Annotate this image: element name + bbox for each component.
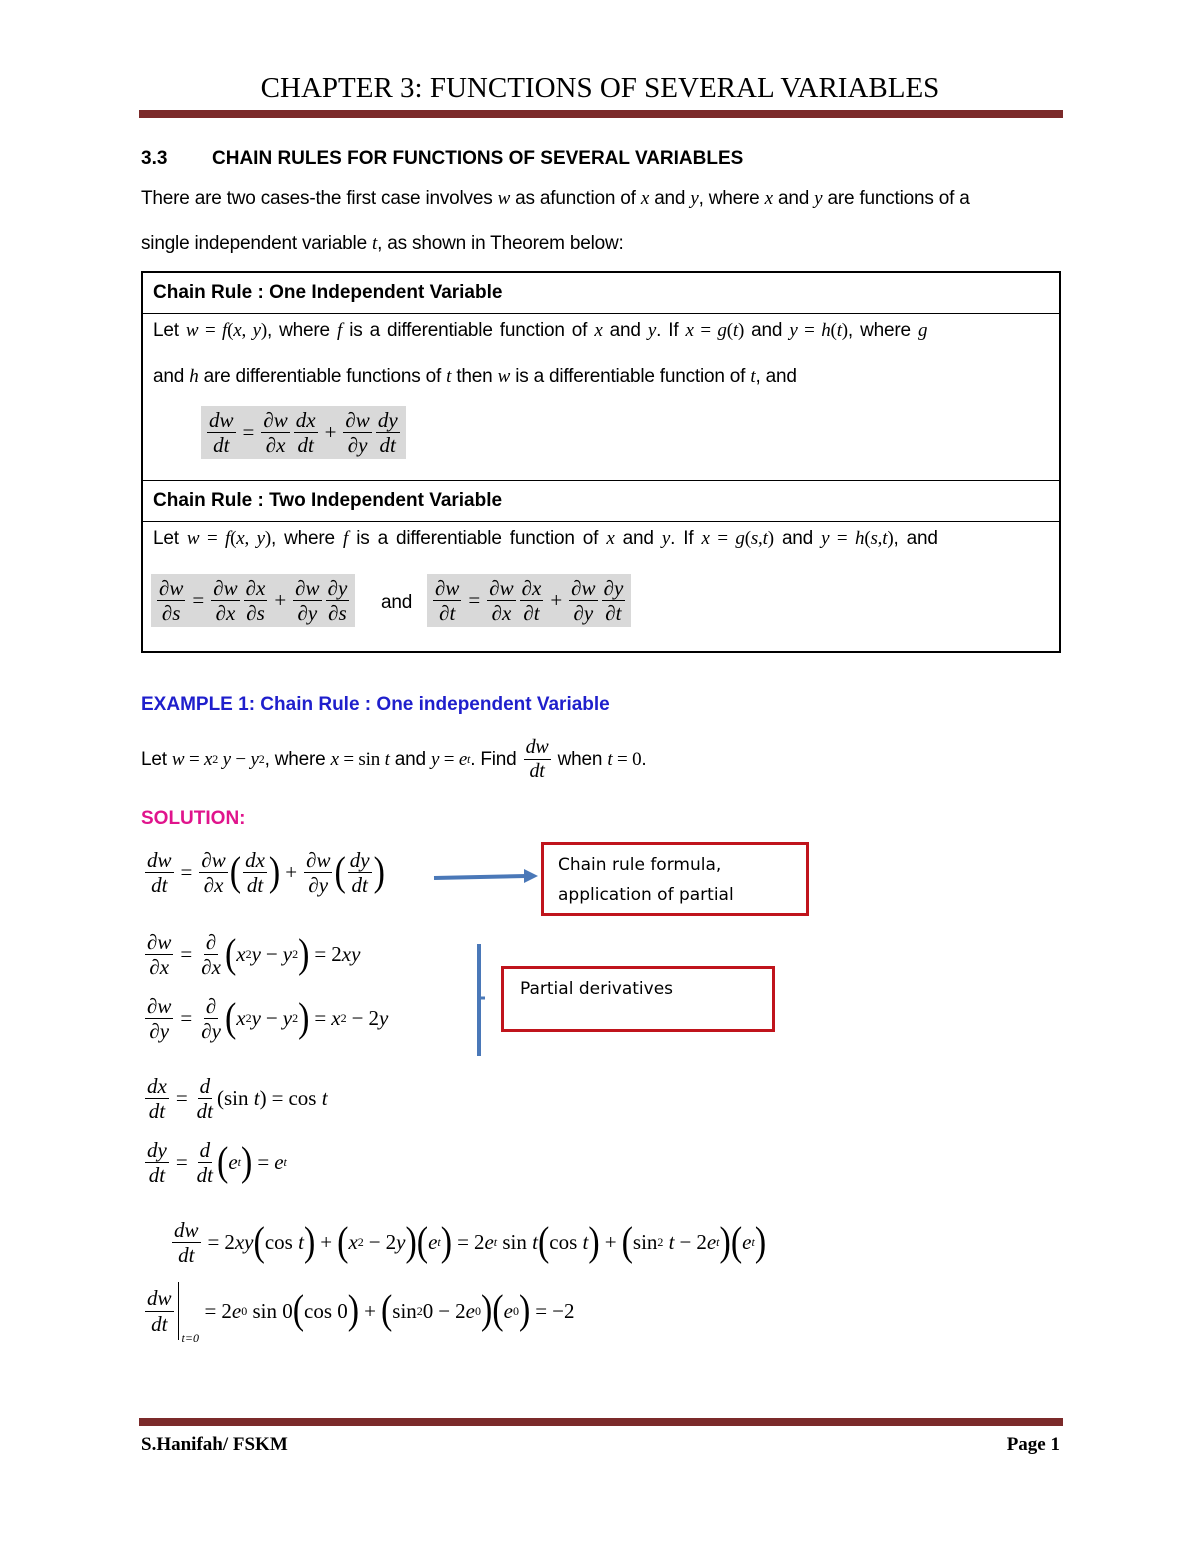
annotation-box-chain-rule-line-1: Chain rule formula, [558,855,722,875]
theorem-one-line-2: and h are differentiable functions of t then w is a differentiable function of t, and [153,366,797,387]
footer-rule [139,1418,1063,1426]
section-number: 3.3 [141,148,168,169]
intro-line-1: There are two cases-the first case involves w as afunction of x and y, where x and y are functions of a [141,188,970,209]
chapter-title: CHAPTER 3: FUNCTIONS OF SEVERAL VARIABLES [260,72,940,104]
arrow-right-icon [432,866,540,890]
intro-line-2: single independent variable t, as shown in Theorem below: [141,233,624,254]
formula-dw-dt: $\frac{dw}{dt}$ = $\frac{\partial w}{\partial x}$ $\frac{dx}{dt}$ + $\frac{\partial w}{\partial y}$ $\frac{dy}{dt}$ [201,406,406,459]
header-rule [139,110,1063,118]
formula-dw-ds: $\frac{\partial w}{\partial s}$ = $\frac{\partial w}{\partial x}$ $\frac{\partial x}{\partial s}$ + $\frac{\partial w}{\partial y}$ $\frac{\partial y}{\partial s}$ [151,574,355,627]
theorem-two-heading: Chain Rule : Two Independent Variable [143,481,1059,522]
footer-author: S.Hanifah/ FSKM [141,1434,288,1455]
solution-step-dxdt: $\frac{dx}{dt}$ = $\frac{d}{dt}$ (sin t ) = cos t [147,1074,328,1124]
solution-step-dydt: $\frac{dy}{dt}$ = $\frac{d}{dt}$ ( e t ) = e t [147,1138,287,1188]
theorem-box [141,271,1061,653]
theorem-two-body [143,522,1059,648]
section-title: CHAIN RULES FOR FUNCTIONS OF SEVERAL VARIABLES [212,148,744,169]
theorem-one-body [143,314,1059,481]
annotation-box-partial-derivatives: Partial derivatives [501,966,775,1032]
bracket-icon [470,942,490,1058]
example-statement: Let w = x 2 y − y 2 , where x = sin t and y = e t . Find $\frac{dw}{dt}$ when t = 0 . [141,736,647,782]
solution-step-chain: $\frac{dw}{dt}$ = $\frac{\partial w}{\partial x}$ ( $\frac{dx}{dt}$ ) + $\frac{\partial w}{\partial y}$ ( $\frac{dy}{dt}$ ) [147,848,385,898]
solution-label: SOLUTION: [141,808,246,829]
solution-step-dwdx: $\frac{\partial w}{\partial x}$ = $\frac{\partial}{\partial x}$ ( x 2 y − y 2 ) = 2 xy [147,930,361,980]
solution-step-dwdy: $\frac{\partial w}{\partial y}$ = $\frac{\partial}{\partial y}$ ( x 2 y − y 2 ) = x 2 − 2 y [147,994,389,1044]
example-title: EXAMPLE 1: Chain Rule : One independent Variable [141,694,610,715]
footer-page-number: Page 1 [1006,1434,1060,1455]
theorem-one-heading: Chain Rule : One Independent Variable [143,273,1059,314]
theorem-two-line-1: Let w = f(x, y), where f is a differentiable function of x and y. If x = g(s,t) and y = h(s,t), and [153,528,938,549]
formula-dw-dt-partial: $\frac{\partial w}{\partial t}$ = $\frac{\partial w}{\partial x}$ $\frac{\partial x}{\partial t}$ + $\frac{\partial w}{\partial y}$ $\frac{\partial y}{\partial t}$ [427,574,631,627]
solution-step-evaluate: $\frac{dw}{dt}$ t=0 = 2 e 0 sin 0 ( cos 0 ) + ( sin 2 0 − 2 e 0 ) ( e 0 ) = −2 [143,1282,574,1340]
theorem-two-and: and [381,592,413,613]
annotation-box-chain-rule-line-2: application of partial [558,885,734,905]
theorem-one-line-1: Let w = f(x, y), where f is a differentiable function of x and y. If x = g(t) and y = h(t), where g [153,320,928,341]
solution-step-substitute: $\frac{dw}{dt}$ = 2 xy ( cos t ) + ( x 2 − 2 y ) ( e t ) = 2 e t sin t ( cos t ) + ( sin 2 t − 2 e t ) ( e t ) [174,1218,767,1268]
annotation-box-chain-rule [541,842,809,916]
